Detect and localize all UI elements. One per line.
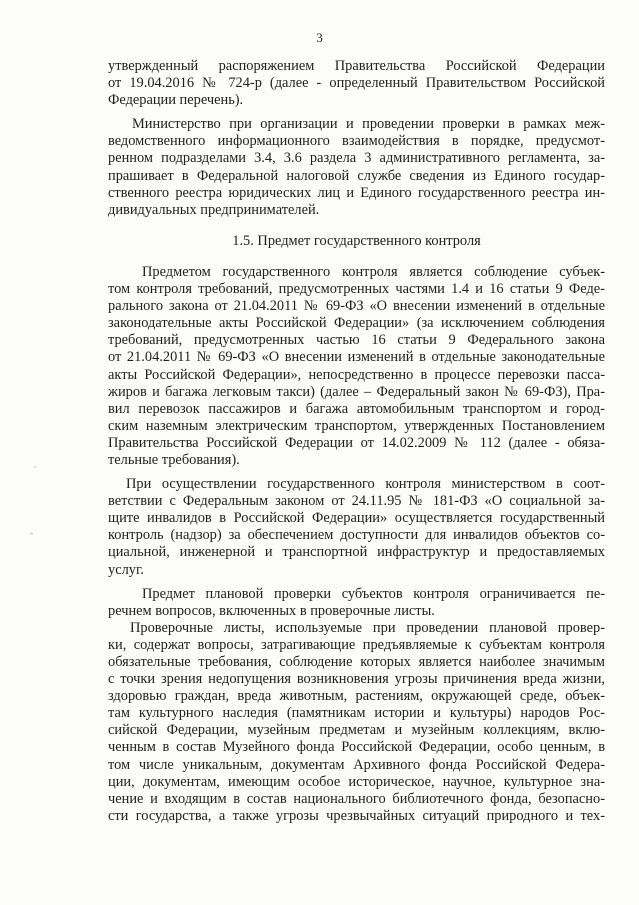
margin-scan-mark: ᵕ bbox=[34, 462, 37, 472]
text-line: обязательные требования, соблюдение которых является наиболее значимым bbox=[108, 654, 605, 670]
text-line: ции, документам, имеющим особое историческое, научное, культурное зна- bbox=[108, 773, 605, 790]
margin-scan-mark: - bbox=[30, 528, 33, 538]
text-line: Предметом государственного контроля является соблюдение субъек- bbox=[142, 263, 605, 280]
text-line: вил перевозок пассажиров и багажа автомобильным транспортом и город- bbox=[108, 400, 605, 417]
paragraph-checklists bbox=[108, 620, 605, 825]
text-line: Правительства Российской Федерации от 14.02.2009 № 112 (далее - обяза- bbox=[108, 434, 605, 451]
text-line: речнем вопросов, включенных в проверочные листы. bbox=[108, 602, 435, 619]
text-line: Министерство при организации и проведении проверки в рамках меж- bbox=[132, 116, 605, 133]
text-line: Предмет плановой проверки субъектов контроля ограничивается пе- bbox=[142, 585, 605, 602]
text-line: услуг. bbox=[108, 561, 144, 578]
text-line: том числе уникальным, документам Архивного фонда Российской Федера- bbox=[108, 756, 605, 773]
text-line: циальной, инженерной и транспортной инфраструктур и предоставляемых bbox=[108, 544, 605, 561]
text-line: том контроля требований, предусмотренных частями 1.4 и 16 статьи 9 Феде- bbox=[108, 281, 605, 298]
section-heading: 1.5. Предмет государственного контроля bbox=[232, 232, 481, 249]
text-line: с точки зрения недопущения возникновения угрозы причинения вреда жизни, bbox=[108, 671, 605, 688]
text-line: от 19.04.2016 № 724-р (далее - определенный Правительством Российской bbox=[108, 75, 605, 92]
text-line: ственного реестра юридических лиц и Единого государственного реестра ин- bbox=[108, 184, 605, 201]
text-line: ченным в состав Музейного фонда Российской Федерации, особо ценным, в bbox=[108, 739, 605, 756]
text-line: дивидуальных предпринимателей. bbox=[108, 201, 320, 218]
page-number: 3 bbox=[316, 30, 323, 45]
paragraph-gap bbox=[108, 109, 605, 116]
text-line: Федерации перечень). bbox=[108, 92, 244, 109]
text-line: рального закона от 21.04.2011 № 69-ФЗ «О внесении изменений в отдельные bbox=[108, 298, 605, 315]
document-body bbox=[108, 58, 605, 825]
paragraph-gap bbox=[108, 219, 605, 233]
text-line: контроль (надзор) за обеспечением доступности для инвалидов объектов со- bbox=[108, 527, 605, 544]
paragraph-control-subject bbox=[108, 264, 605, 469]
text-line: утвержденный распоряжением Правительства Российской Федерации bbox=[108, 58, 605, 74]
text-line: ским наземным электрическим транспортом, утвержденных Постановлением bbox=[108, 417, 605, 434]
text-line: законодательные акты Российской Федерации» (за исключением соблюдения bbox=[108, 315, 605, 332]
paragraph-ministry-request bbox=[108, 116, 605, 219]
paragraph-gap bbox=[108, 579, 605, 586]
text-line: тельные требования). bbox=[108, 451, 240, 468]
text-line: сийской Федерации, музейным предметам и музейным коллекциям, вклю- bbox=[108, 722, 605, 739]
text-line: Проверочные листы, используемые при проведении плановой провер- bbox=[130, 619, 605, 636]
text-line: ренном подразделами 3.4, 3.6 раздела 3 административного регламента, за- bbox=[108, 150, 605, 167]
text-line: прашивает в Федеральной налоговой службе сведения из Единого государ- bbox=[108, 167, 605, 184]
text-line: жиров и багажа легковым такси) (далее – Федеральный закон № 69-ФЗ), Пра- bbox=[108, 383, 605, 400]
text-line: требований, предусмотренных частью 16 статьи 9 Федерального закона bbox=[108, 332, 605, 349]
text-line: ки, содержат вопросы, затрагивающие предъявляемые к субъектам контроля bbox=[108, 636, 605, 653]
paragraph-planned-inspection bbox=[108, 586, 605, 620]
paragraph-approved-list bbox=[108, 58, 605, 109]
text-line: щите инвалидов в Российской Федерации» осуществляется государственный bbox=[108, 510, 605, 527]
text-line: чение и входящим в состав национального библиотечного фонда, безопасно- bbox=[108, 790, 605, 807]
text-line: ведомственного информационного взаимодействия в порядке, предусмот- bbox=[108, 133, 605, 150]
text-line: там культурного наследия (памятникам истории и культуры) народов Рос- bbox=[108, 705, 605, 722]
paragraph-gap bbox=[108, 469, 605, 476]
text-line: акты Российской Федерации», непосредственно в процессе перевозки пасса- bbox=[108, 366, 605, 383]
paragraph-gap bbox=[108, 250, 605, 264]
text-line: сти государства, а также угрозы чрезвычайных ситуаций природного и тех- bbox=[108, 807, 605, 824]
text-line: от 21.04.2011 № 69-ФЗ «О внесении изменений в отдельные законодательные bbox=[108, 349, 605, 366]
paragraph-disabled-access bbox=[108, 476, 605, 579]
text-line: здоровью граждан, вреда животным, растениям, окружающей среде, объек- bbox=[108, 688, 605, 705]
text-line: ветствии с Федеральным законом от 24.11.95 № 181-ФЗ «О социальной за- bbox=[108, 493, 605, 510]
text-line: При осуществлении государственного контроля министерством в соот- bbox=[126, 476, 605, 493]
